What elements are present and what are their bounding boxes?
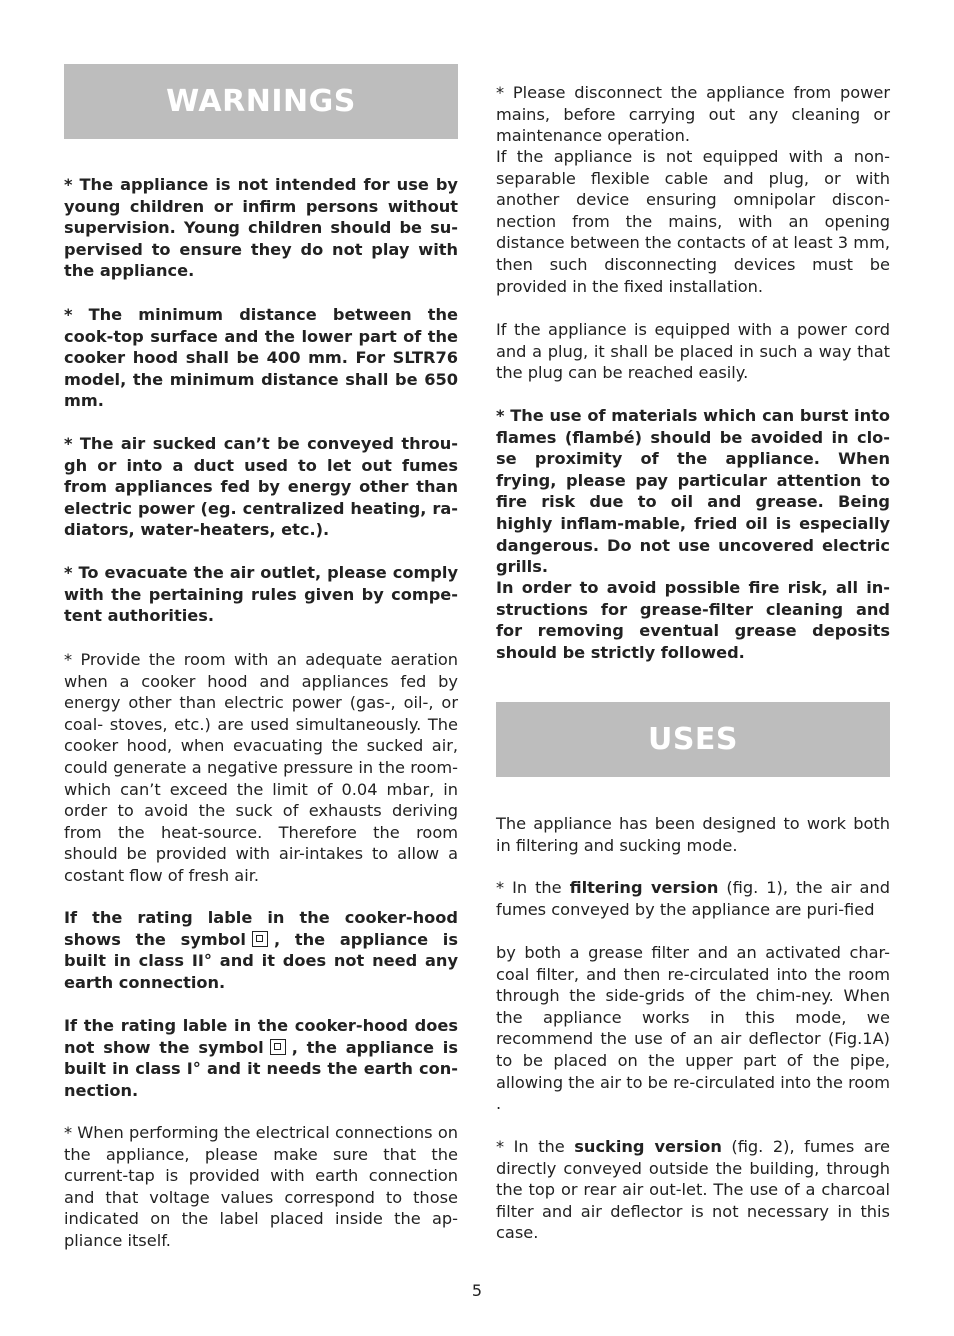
warning-air-duct: * The air sucked can’t be conveyed throu-gh or into a duct used to let out fumes from appliances fed by energy other than electric power (eg. centralized heating, ra-diators, water-heaters, etc.). [64,434,458,540]
class-ii-notice [64,907,458,993]
uses-filtering-version [496,877,890,920]
warnings-title: WARNINGS [166,84,356,119]
sucking-version-label: sucking version [574,1137,722,1156]
double-insulation-symbol-icon [252,931,268,947]
warning-power-cord: If the appliance is equipped with a power cord and a plug, it shall be placed in such a way that the plug can be reached easily. [496,320,890,383]
class-i-notice [64,1015,458,1101]
warning-children: * The appliance is not intended for use by young children or infirm persons without supervision. Young children should be su-pervised to ensure they do not play with the appliance. [64,175,458,281]
sucking-text-a: * In the [496,1137,575,1156]
class-i-text-a: If the rating lable in the cooker-hood does not show the symbol [64,1016,458,1057]
uses-sucking-version [496,1136,890,1244]
class-i-text-b: , the appliance is built in class I° and it needs the earth con-nection. [64,1037,458,1100]
double-insulation-symbol-icon [270,1039,286,1055]
class-ii-text-a: If the rating lable in the cooker-hood shows the symbol [64,908,458,949]
filtering-version-label: filtering version [569,878,719,897]
warning-air-outlet: * To evacuate the air outlet, please comply with the pertaining rules given by compe-tent authorities. [64,563,458,626]
uses-banner [496,702,890,777]
sucking-text-b: (fig. 2), fumes are directly conveyed outside the building, through the top or rear air out-let. The use of a charcoal filter and air deflector is not necessary in this case. [496,1137,890,1243]
warning-electrical-connections: * When performing the electrical connections on the appliance, please make sure that the current-tap is provided with earth connection and that voltage values correspond to those indicated on the label placed inside the ap-pliance itself. [64,1123,458,1250]
filtering-text-b: (fig. 1), the air and fumes conveyed by the appliance are puri-fied [496,878,890,919]
warning-aeration: * Provide the room with an adequate aeration when a cooker hood and appliances fed by energy other than electric power (gas-, oil-, or coal- stoves, etc.) are used simultaneously. The cooker hood, when evacuating the sucked air, could generate a negative pressure in the room- which can’t exceed the limit of 0.04 mbar, in order to avoid the suck of exhausts deriving from the heat-source. Therefore the room should be provided with air-intakes to allow a costant flow of fresh air. [64,650,458,885]
warning-min-distance: * The minimum distance between the cook-top surface and the lower part of the cooker hood shall be 400 mm. For SLTR76 model, the minimum distance shall be 650 mm. [64,305,458,411]
uses-intro: The appliance has been designed to work both in filtering and sucking mode. [496,814,890,855]
warning-omnipolar: If the appliance is not equipped with a non-separable flexible cable and plug, or with another device ensuring omnipolar discon-nection from the mains, with an opening distance between the contacts of at least 3 mm, then such disconnecting devices must be provided in the fixed installation. [496,147,890,296]
uses-filtering-details: by both a grease filter and an activated char-coal filter, and then re-circulated into the room through the side-grids of the chim-ney. When the appliance works in this mode, we recommend the use of an air deflector (Fig.1A) to be placed on the upper part of the pipe, allowing the air to be re-circulated into the room . [496,943,890,1114]
warning-grease-filter: In order to avoid possible fire risk, all in-structions for grease-filter cleaning and for removing eventual grease deposits should be strictly followed. [496,578,890,662]
class-ii-text-b: , the appliance is built in class II° and it does not need any earth connection. [64,929,458,992]
warning-disconnect: * Please disconnect the appliance from power mains, before carrying out any cleaning or maintenance operation. [496,83,890,146]
warning-flambe: * The use of materials which can burst into flames (flambé) should be avoided in clo-se proximity of the appliance. When frying, please pay particular attention to fire risk due to oil and grease. Being highly inflam-mable, fried oil is especially dangerous. Do not use uncovered electric grills. [496,406,890,577]
warnings-banner [64,64,458,139]
uses-title: USES [647,722,739,757]
filtering-text-a: * In the [496,878,570,897]
page-number: 5 [471,1281,483,1300]
